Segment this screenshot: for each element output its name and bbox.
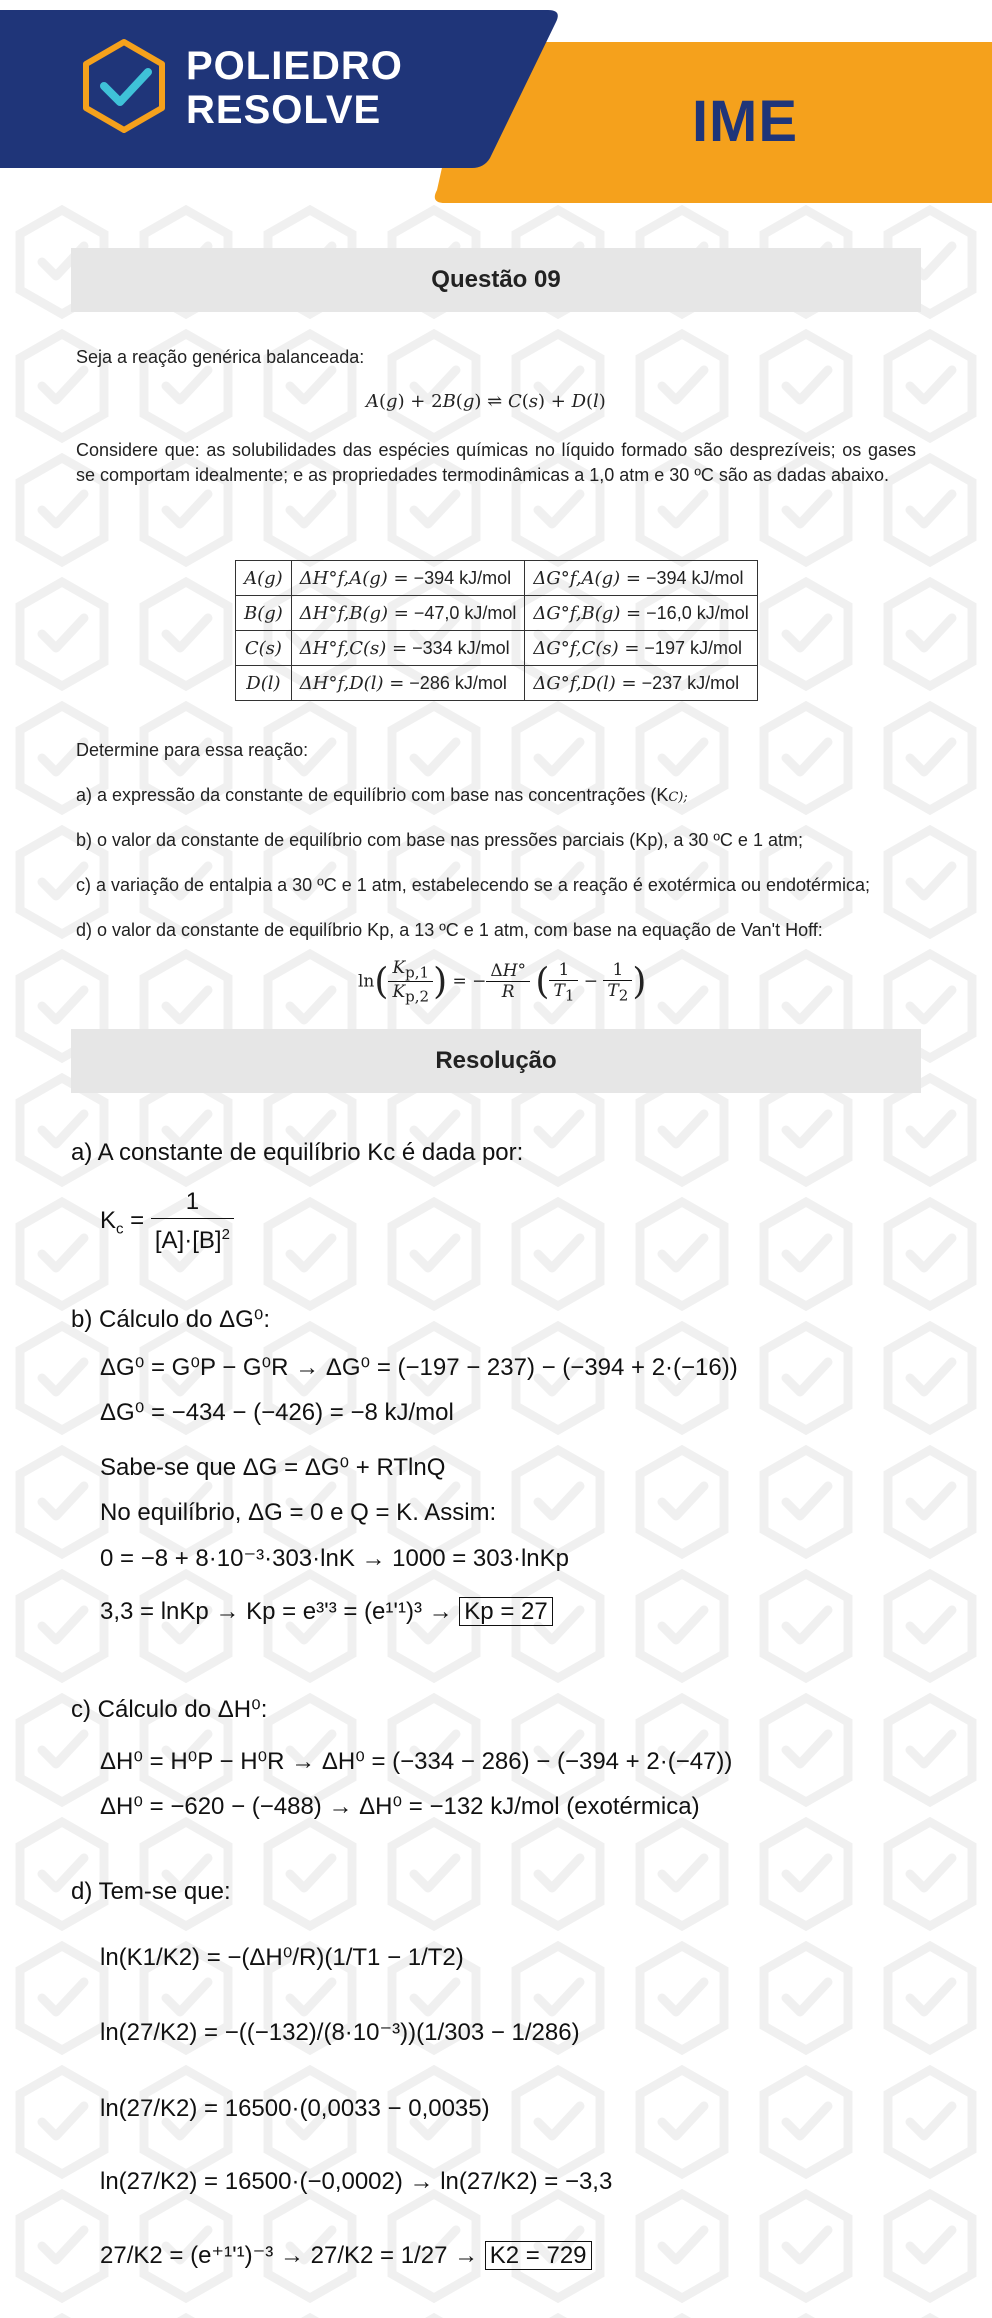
- species-cell: A(g): [236, 561, 292, 596]
- answer-b-line: 0 = −8 + 8·10⁻³·303·lnK → 1000 = 303·lnKp: [100, 1545, 569, 1572]
- question-title-bar: Questão 09: [71, 248, 921, 312]
- item-a: a) a expressão da constante de equilíbrio com base nas concentrações (KC);: [76, 785, 688, 805]
- answer-a-text: a) A constante de equilíbrio Kc é dada por:: [71, 1139, 524, 1166]
- thermo-table: [235, 560, 758, 701]
- answer-b-line: Sabe-se que ΔG = ΔG⁰ + RTlnQ: [100, 1454, 446, 1481]
- answer-d-line: ln(27/K2) = 16500·(−0,0002) → ln(27/K2) = −3,3: [100, 2168, 613, 2195]
- answer-d-final: 27/K2 = (e⁺¹'¹)⁻³ → 27/K2 = 1/27 → K2 = 729: [100, 2240, 592, 2272]
- answer-b-final: 3,3 = lnKp → Kp = e³'³ = (e¹'¹)³ → Kp = 27: [100, 1596, 553, 1628]
- answer-b-box: Kp = 27: [459, 1597, 552, 1626]
- answer-d-line: ln(K1/K2) = −(ΔH⁰/R)(1/T1 − 1/T2): [100, 1944, 464, 1971]
- species-cell: C(s): [236, 631, 292, 666]
- answer-b-line: ΔG⁰ = G⁰P − G⁰R → ΔG⁰ = (−197 − 237) − (−394 + 2·(−16)): [100, 1354, 738, 1381]
- enthalpy-cell: ΔH°f,A(g) = −394 kJ/mol: [291, 561, 525, 596]
- answer-b-line: No equilíbrio, ΔG = 0 e Q = K. Assim:: [100, 1499, 497, 1526]
- enthalpy-cell: ΔH°f,D(l) = −286 kJ/mol: [291, 666, 525, 701]
- answer-d-box: K2 = 729: [485, 2241, 592, 2270]
- answer-a-equation: $K_c$ = $\frac{1}{[A]\cdot[B]^2}$: [100, 1186, 234, 1257]
- answer-d-line: ln(27/K2) = 16500·(0,0033 − 0,0035): [100, 2095, 490, 2122]
- brand-line-2: RESOLVE: [186, 88, 382, 132]
- resolution-title-bar: Resolução: [71, 1029, 921, 1093]
- exam-name: IME: [691, 89, 799, 154]
- item-c: c) a variação de entalpia a 30 ºC e 1 atm, estabelecendo se a reação é exotérmica ou endotérmica;: [76, 875, 871, 895]
- gibbs-cell: ΔG°f,A(g) = −394 kJ/mol: [525, 561, 757, 596]
- table-row: [236, 631, 758, 666]
- gibbs-cell: ΔG°f,D(l) = −237 kJ/mol: [525, 666, 757, 701]
- gibbs-cell: ΔG°f,C(s) = −197 kJ/mol: [525, 631, 757, 666]
- determine-text: Determine para essa reação:: [76, 740, 309, 760]
- table-row: [236, 561, 758, 596]
- brand-line-1: POLIEDRO: [186, 44, 403, 88]
- item-d: d) o valor da constante de equilíbrio Kp, a 13 ºC e 1 atm, com base na equação de Van't Hoff:: [76, 920, 823, 940]
- answer-b-title: b) Cálculo do ΔG⁰:: [71, 1306, 271, 1333]
- vant-hoff-equation: ln( $\frac{K_{p,1}}{K_{p,2}}$ ) = − $\frac{\Delta H^\circ}{R}$ ( $\frac{1}{T_1}$ − $\frac{1}{T_2}$ ): [358, 958, 647, 1006]
- table-row: [236, 666, 758, 701]
- species-cell: B(g): [236, 596, 292, 631]
- answer-d-title: d) Tem-se que:: [71, 1878, 231, 1905]
- answer-c-title: c) Cálculo do ΔH⁰:: [71, 1696, 268, 1723]
- reaction-equation: A(g) + 2B(g) ⇌ C(s) + D(l): [366, 391, 606, 412]
- statement-intro: Seja a reação genérica balanceada:: [76, 347, 365, 367]
- answer-b-line: ΔG⁰ = −434 − (−426) = −8 kJ/mol: [100, 1399, 454, 1426]
- answer-c-line: ΔH⁰ = −620 − (−488) → ΔH⁰ = −132 kJ/mol (exotérmica): [100, 1793, 700, 1820]
- answer-d-line: ln(27/K2) = −((−132)/(8·10⁻³))(1/303 − 1/286): [100, 2019, 580, 2046]
- item-b: b) o valor da constante de equilíbrio com base nas pressões parciais (Kp), a 30 ºC e 1 atm;: [76, 830, 803, 850]
- table-row: [236, 596, 758, 631]
- enthalpy-cell: ΔH°f,B(g) = −47,0 kJ/mol: [291, 596, 525, 631]
- statement-consider: Considere que: as solubilidades das espécies químicas no líquido formado são desprezíveis; os gases se comportam idealmente; e as propriedades termodinâmicas a 1,0 atm e 30 ºC são as dadas abaixo.: [76, 440, 916, 485]
- enthalpy-cell: ΔH°f,C(s) = −334 kJ/mol: [291, 631, 525, 666]
- gibbs-cell: ΔG°f,B(g) = −16,0 kJ/mol: [525, 596, 757, 631]
- answer-c-line: ΔH⁰ = H⁰P − H⁰R → ΔH⁰ = (−334 − 286) − (−394 + 2·(−47)): [100, 1748, 733, 1775]
- species-cell: D(l): [236, 666, 292, 701]
